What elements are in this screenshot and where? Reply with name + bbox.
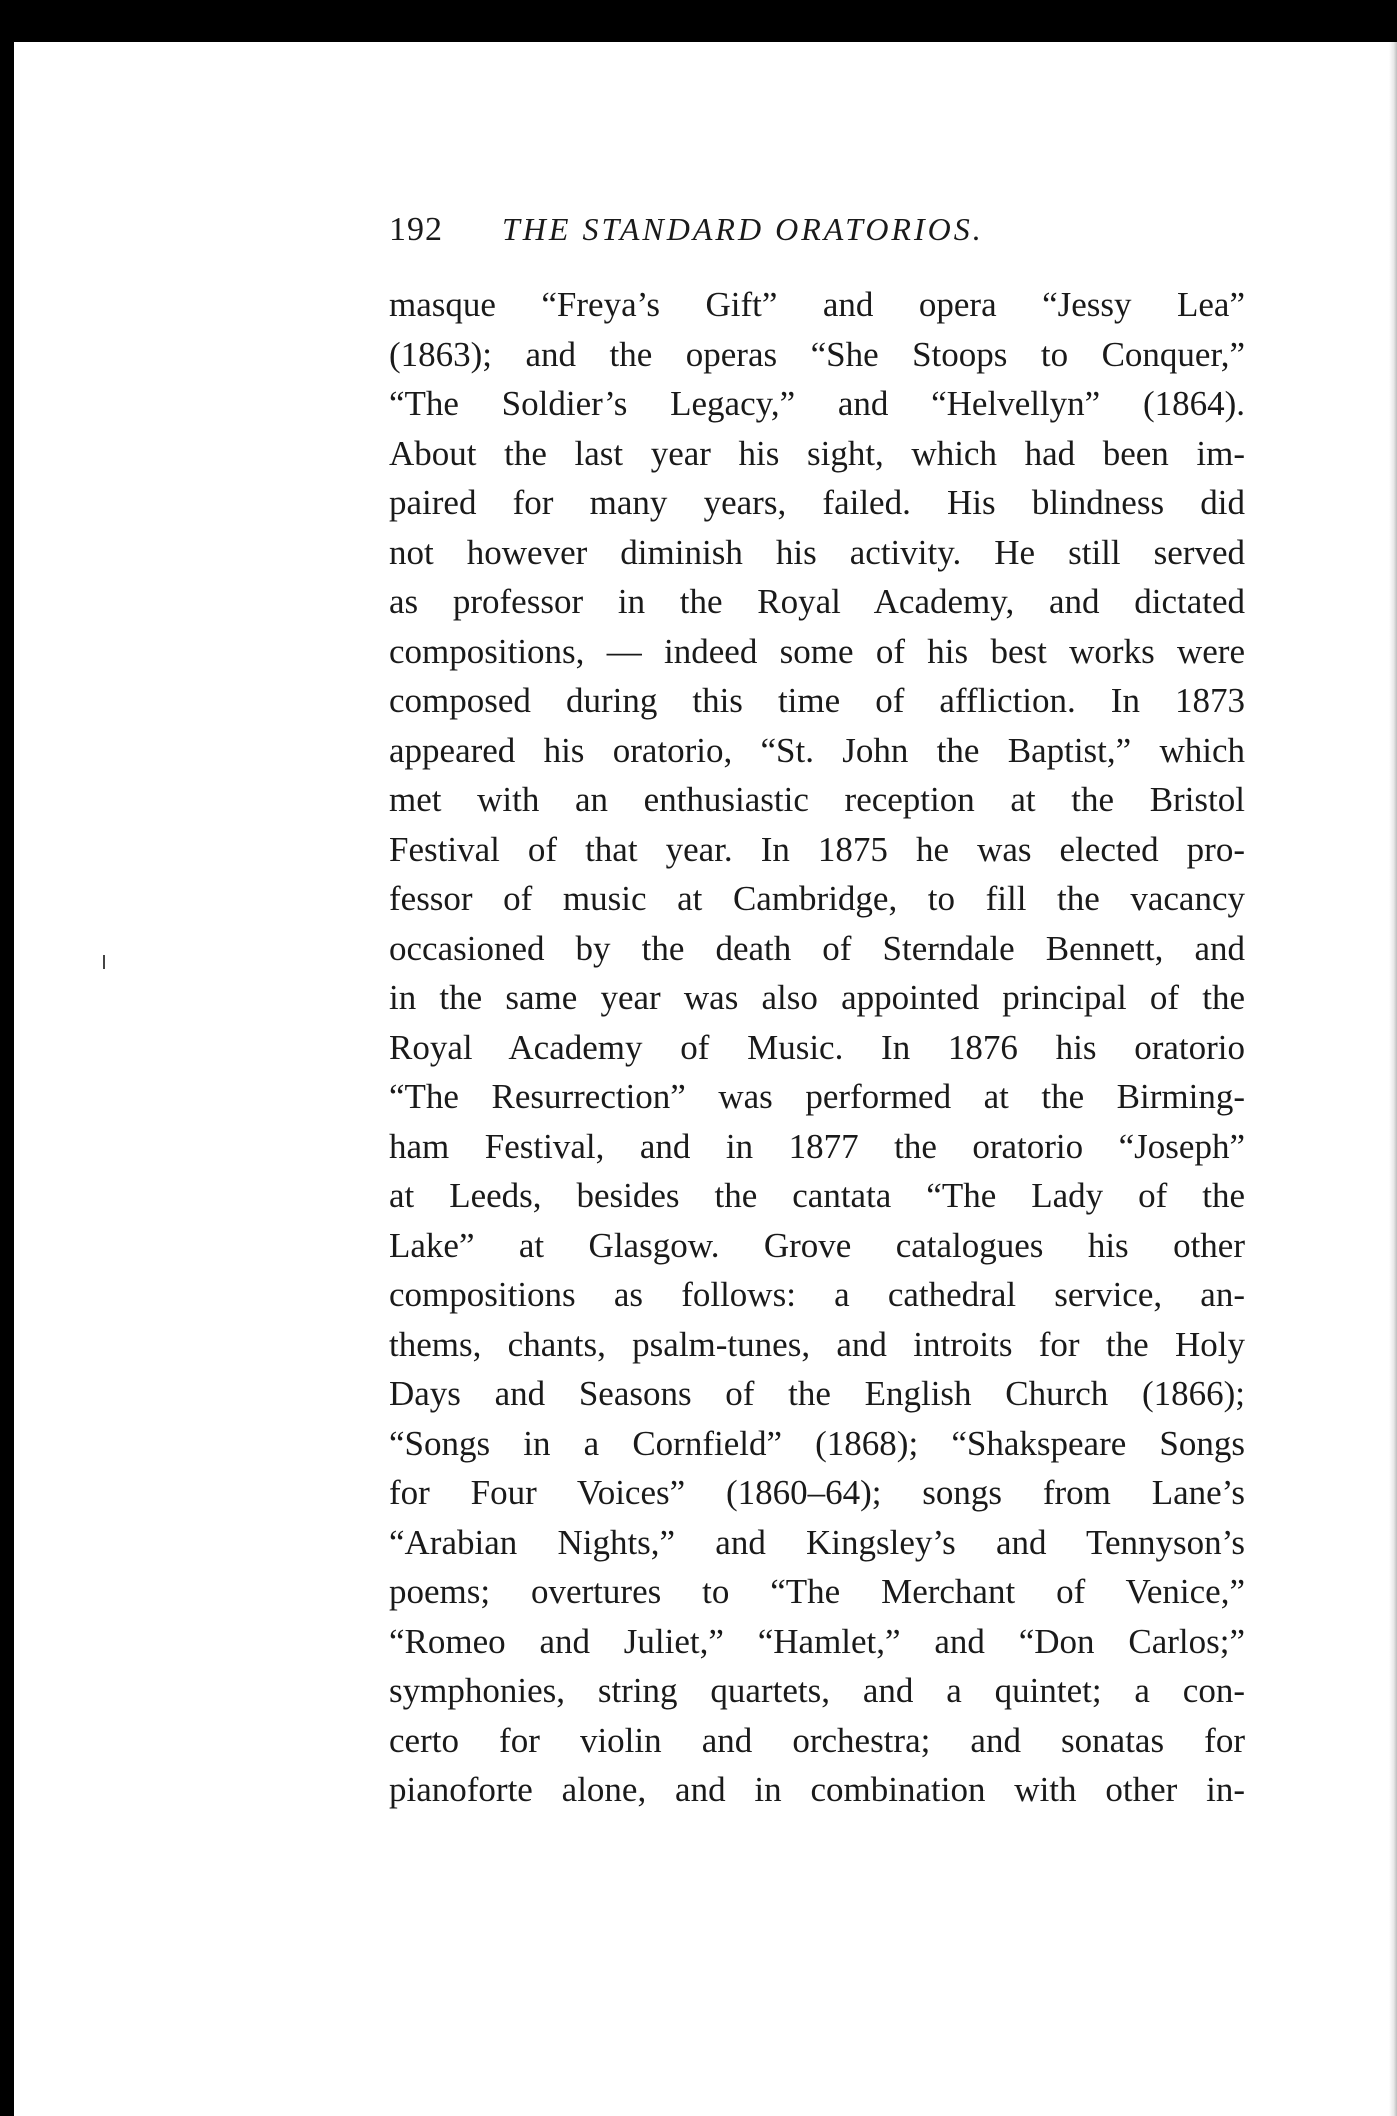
text-line: Festival of that year. In 1875 he was elected pro- — [389, 829, 1245, 869]
text-line: for Four Voices” (1860–64); songs from Lane’s — [389, 1473, 1245, 1512]
text-line: compositions as follows: a cathedral service, an- — [389, 1275, 1245, 1314]
text-line: “Arabian Nights,” and Kingsley’s and Tennyson’s — [389, 1522, 1245, 1562]
text-line: met with an enthusiastic reception at the Bristol — [389, 780, 1245, 819]
scan-top-border — [0, 0, 1397, 42]
text-line: Royal Academy of Music. In 1876 his oratorio — [389, 1027, 1245, 1067]
body-text — [389, 280, 1245, 1815]
margin-mark — [103, 955, 105, 969]
text-line: (1863); and the operas “She Stoops to Conquer,” — [389, 334, 1245, 374]
text-line: as professor in the Royal Academy, and dictated — [389, 582, 1245, 621]
running-head — [389, 205, 1249, 265]
text-line: appeared his oratorio, “St. John the Baptist,” which — [389, 730, 1245, 770]
text-line: certo for violin and orchestra; and sonatas for — [389, 1720, 1245, 1760]
text-line: at Leeds, besides the cantata “The Lady of the — [389, 1176, 1245, 1215]
text-line: occasioned by the death of Sterndale Bennett, and — [389, 928, 1245, 968]
text-line: Lake” at Glasgow. Grove catalogues his other — [389, 1225, 1245, 1265]
text-line: ham Festival, and in 1877 the oratorio “Joseph” — [389, 1126, 1245, 1166]
text-line: composed during this time of affliction. In 1873 — [389, 681, 1245, 720]
text-line: “The Soldier’s Legacy,” and “Helvellyn” (1864). — [389, 384, 1245, 423]
page-edge-shadow — [1389, 42, 1397, 2116]
text-line: thems, chants, psalm-tunes, and introits for the Holy — [389, 1324, 1245, 1364]
text-line: “Songs in a Cornfield” (1868); “Shakspeare Songs — [389, 1423, 1245, 1463]
text-line: masque “Freya’s Gift” and opera “Jessy Lea” — [389, 285, 1245, 324]
text-line: not however diminish his activity. He still served — [389, 532, 1245, 572]
scan-left-border — [0, 0, 14, 2116]
text-line: compositions, — indeed some of his best works were — [389, 631, 1245, 671]
text-line: Days and Seasons of the English Church (1866); — [389, 1374, 1245, 1413]
text-line: pianoforte alone, and in combination with other in- — [389, 1770, 1245, 1809]
text-line: “Romeo and Juliet,” “Hamlet,” and “Don Carlos;” — [389, 1621, 1245, 1661]
text-line: fessor of music at Cambridge, to fill the vacancy — [389, 879, 1245, 918]
text-line: About the last year his sight, which had been im- — [389, 433, 1245, 473]
text-line: in the same year was also appointed principal of the — [389, 978, 1245, 1017]
running-title: THE STANDARD ORATORIOS. — [502, 211, 984, 247]
text-line: “The Resurrection” was performed at the Birming- — [389, 1077, 1245, 1116]
text-line: paired for many years, failed. His blindness did — [389, 483, 1245, 522]
text-line: poems; overtures to “The Merchant of Venice,” — [389, 1572, 1245, 1611]
text-line: symphonies, string quartets, and a quintet; a con- — [389, 1671, 1245, 1710]
page-number: 192 — [389, 211, 443, 248]
